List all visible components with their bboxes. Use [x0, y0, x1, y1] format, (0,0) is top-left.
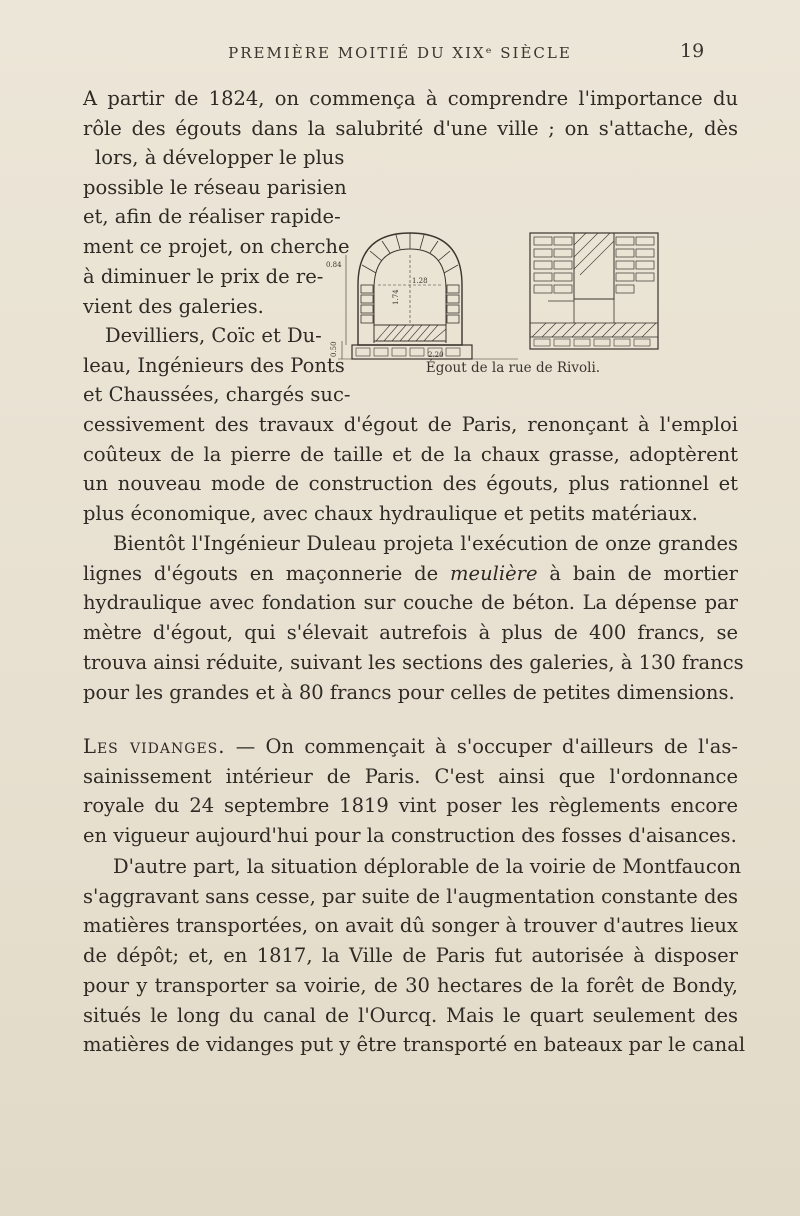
text-line: royale du 24 septembre 1819 vint poser les règlements encore	[83, 794, 738, 818]
text-line: vient des galeries.	[83, 294, 264, 318]
paragraph-1-full	[83, 84, 738, 143]
text-line: mètre d'égout, qui s'élevait autrefois à plus de 400 francs, se	[83, 621, 738, 645]
paragraph-4	[83, 732, 738, 851]
text-line: un nouveau mode de construction des égouts, plus rationnel et	[83, 472, 738, 496]
text-line: hydraulique avec fondation sur couche de béton. La dépense par	[83, 591, 738, 615]
running-title: PREMIÈRE MOITIÉ DU XIXᵉ SIÈCLE	[228, 44, 572, 62]
text-line: de dépôt; et, en 1817, la Ville de Paris fut autorisée à disposer	[83, 944, 738, 968]
text-line: trouva ainsi réduite, suivant les sections des galeries, à 130 francs	[83, 650, 744, 674]
dimension-label: 0.50	[330, 341, 338, 357]
text-line	[83, 559, 738, 589]
text-line: en vigueur aujourd'hui pour la construction des fosses d'aisances.	[83, 824, 737, 848]
text-line: pour les grandes et à 80 francs pour celles de petites dimensions.	[83, 680, 735, 704]
paragraph-2-full	[83, 410, 738, 529]
text-fragment: lignes d'égouts en maçonnerie de	[83, 561, 451, 585]
italic-term: meulière	[450, 561, 538, 585]
text-line: et Chaussées, chargés suc-	[83, 383, 351, 407]
text-fragment: à bain de mortier	[537, 561, 739, 585]
figure-caption: Égout de la rue de Rivoli.	[425, 360, 601, 376]
text-line: possible le réseau parisien	[83, 175, 347, 199]
sewer-cross-section-drawing	[318, 225, 663, 373]
dimension-label: 0.84	[326, 261, 342, 269]
page-number: 19	[680, 40, 705, 62]
text-line: à diminuer le prix de re-	[83, 264, 324, 288]
text-line: plus économique, avec chaux hydraulique et petits matériaux.	[83, 502, 698, 526]
text-line: Bientôt l'Ingénieur Duleau projeta l'exécution de onze grandes	[113, 532, 738, 555]
text-line: Devilliers, Coïc et Du-	[105, 324, 322, 347]
text-line: ment ce projet, on cherche	[83, 235, 350, 259]
text-line: leau, Ingénieurs des Ponts	[83, 353, 345, 377]
dimension-label: 1.28	[412, 277, 428, 285]
text-line: sainissement intérieur de Paris. C'est ainsi que l'ordonnance	[83, 764, 738, 788]
section-heading: Les vidanges.	[83, 735, 226, 758]
text-line: cessivement des travaux d'égout de Paris, renonçant à l'emploi	[83, 413, 738, 436]
paragraph-5	[83, 852, 746, 1060]
text-line: lors, à développer le plus	[95, 146, 345, 169]
dimension-label: 1.74	[392, 289, 400, 305]
text-line: coûteux de la pierre de taille et de la chaux grasse, adoptèrent	[83, 442, 738, 466]
text-line	[83, 732, 738, 762]
text-line: s'aggravant sans cesse, par suite de l'augmentation constante des	[83, 884, 738, 908]
paragraph-3	[83, 529, 744, 707]
text-line: pour y transporter sa voirie, de 30 hectares de la forêt de Bondy,	[83, 973, 738, 997]
sewer-cross-section-figure	[318, 225, 663, 373]
text-line: rôle des égouts dans la salubrité d'une ville ; on s'attache, dès	[83, 116, 738, 140]
text-line: matières de vidanges put y être transporté en bateaux par le canal	[83, 1033, 746, 1057]
text-fragment: — On commençait à s'occuper d'ailleurs de l'as-	[225, 735, 738, 758]
text-line: matières transportées, on avait dû songer à trouver d'autres lieux	[83, 914, 738, 938]
dimension-label: 2.20	[428, 351, 444, 359]
text-line: et, afin de réaliser rapide-	[83, 205, 341, 229]
text-line: A partir de 1824, on commença à comprendre l'importance du	[83, 87, 738, 110]
text-line: D'autre part, la situation déplorable de la voirie de Montfaucon	[113, 855, 742, 878]
text-line: situés le long du canal de l'Ourcq. Mais le quart seulement des	[83, 1003, 738, 1027]
